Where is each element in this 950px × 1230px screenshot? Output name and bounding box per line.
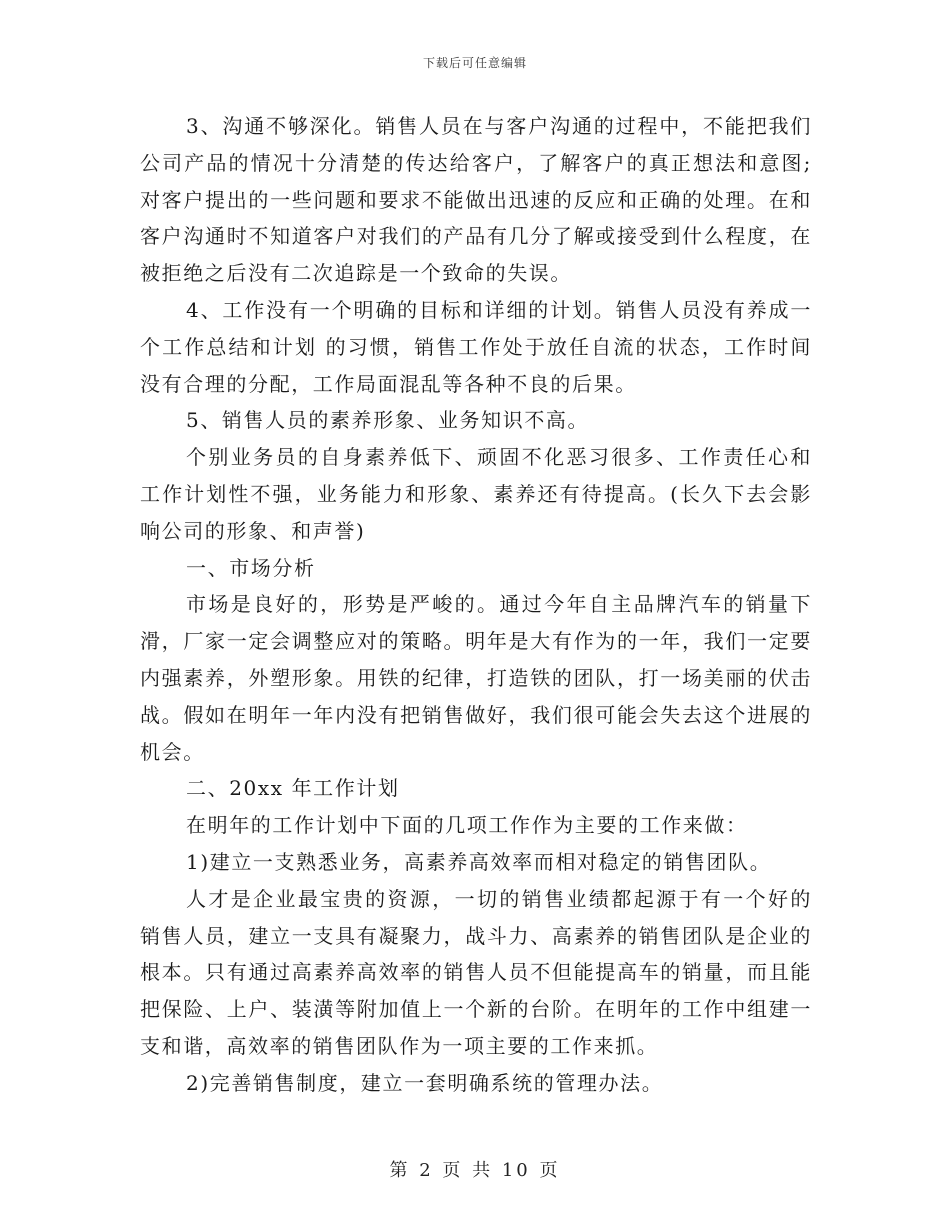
- page-number-footer: 第 2 页 共 10 页: [389, 1160, 561, 1181]
- paragraph-plan-intro: 在明年的工作计划中下面的几项工作作为主要的工作来做：: [186, 813, 748, 838]
- section-heading-plan: 二、20xx 年工作计划: [186, 776, 400, 801]
- paragraph-staff-detail: 个别业务员的自身素养低下、顽固不化恶习很多、工作责任心和工作计划性不强，业务能力和形象、素养还有待提高。(长久下去会影响公司的形象、和声誉): [140, 445, 812, 543]
- paragraph-team-detail: 人才是企业最宝贵的资源，一切的销售业绩都起源于有一个好的销售人员，建立一支具有凝聚力，战斗力、高素养的销售团队是企业的根本。只有通过高素养高效率的销售人员不但能提高车的销量，而且能把保险、上户、装潢等附加值上一个新的台阶。在明年的工作中组建一支和谐，高效率的销售团队作为一项主要的工作来抓。: [140, 886, 812, 1058]
- section-heading-market: 一、市场分析: [186, 555, 316, 580]
- paragraph-market-analysis: 市场是良好的，形势是严峻的。通过今年自主品牌汽车的销量下滑，厂家一定会调整应对的策略。明年是大有作为的一年，我们一定要内强素养，外塑形象。用铁的纪律，打造铁的团队，打一场美丽的伏击战。假如在明年一年内没有把销售做好，我们很可能会失去这个进展的机会。: [140, 592, 812, 764]
- paragraph-work-plan: 4、工作没有一个明确的目标和详细的计划。销售人员没有养成一个工作总结和计划 的习惯，销售工作处于放任自流的状态，工作时间没有合理的分配，工作局面混乱等各种不良的后果。: [140, 297, 812, 396]
- list-item-system: 2)完善销售制度，建立一套明确系统的管理办法。: [186, 1070, 664, 1095]
- paragraph-staff-quality: 5、销售人员的素养形象、业务知识不高。: [186, 408, 590, 433]
- document-body: [140, 108, 812, 1102]
- list-item-team: 1)建立一支熟悉业务，高素养高效率而相对稳定的销售团队。: [186, 849, 772, 874]
- header-note: 下载后可任意编辑: [422, 56, 527, 70]
- paragraph-communication: 3、沟通不够深化。销售人员在与客户沟通的过程中，不能把我们公司产品的情况十分清楚的传达给客户，了解客户的真正想法和意图;对客户提出的一些问题和要求不能做出迅速的反应和正确的处理。在和客户沟通时不知道客户对我们的产品有几分了解或接受到什么程度，在被拒绝之后没有二次追踪是一个致命的失误。: [140, 114, 812, 286]
